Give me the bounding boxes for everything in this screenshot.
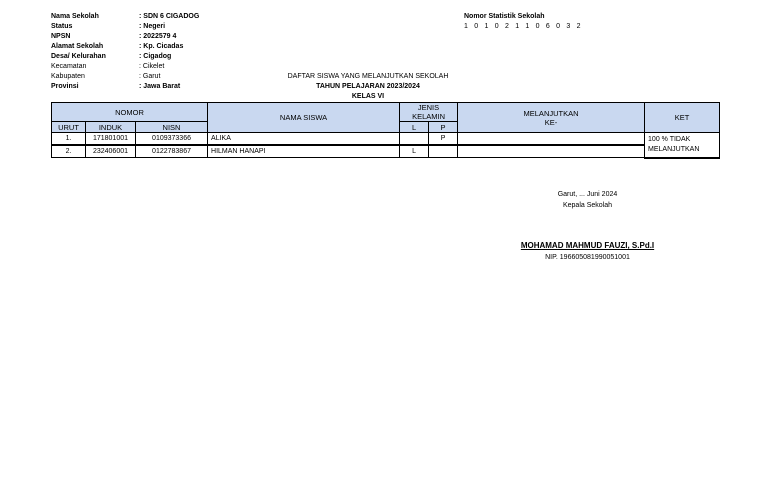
header-melanjutkan-line1: MELANJUTKAN	[523, 108, 579, 118]
info-row-nama-sekolah	[51, 12, 199, 22]
nomor-statistik-sekolah	[464, 12, 583, 32]
header-urut: URUT	[52, 122, 86, 133]
nss-label: Nomor Statistik Sekolah	[464, 13, 545, 20]
info-value: : SDN 6 CIGADOG	[139, 13, 200, 20]
cell-urut: 1.	[52, 133, 86, 146]
info-row-kecamatan	[51, 62, 199, 72]
document-title	[268, 72, 468, 102]
header-melanjutkan-line2: KE-	[544, 117, 558, 127]
info-label: Status	[51, 23, 73, 30]
cell-induk: 232406001	[86, 145, 136, 158]
cell-ket: 100 % TIDAK MELANJUTKAN	[645, 133, 720, 158]
info-row-provinsi	[51, 82, 199, 92]
info-row-npsn	[51, 32, 199, 42]
signature-position: Kepala Sekolah	[562, 202, 613, 209]
cell-p	[429, 145, 458, 158]
header-induk: INDUK	[86, 122, 136, 133]
cell-l	[400, 133, 429, 146]
signature-place-date: Garut, ... Juni 2024	[557, 191, 618, 198]
header-l: L	[400, 122, 429, 133]
title-line-2: TAHUN PELAJARAN 2023/2024	[316, 83, 420, 90]
info-value: : Negeri	[139, 23, 166, 30]
cell-urut: 2.	[52, 145, 86, 158]
cell-nama: HILMAN HANAPI	[208, 145, 400, 158]
info-label: Provinsi	[51, 83, 79, 90]
signature-nip: NIP. 196605081990051001	[545, 254, 630, 261]
info-label: Kabupaten	[51, 73, 85, 80]
header-ket: KET	[645, 103, 720, 133]
table-row	[52, 133, 720, 146]
header-nisn: NISN	[136, 122, 208, 133]
header-nama-siswa: NAMA SISWA	[208, 103, 400, 133]
info-label: Alamat Sekolah	[51, 43, 104, 50]
signature-name: MOHAMAD MAHMUD FAUZI, S.Pd.I	[520, 241, 655, 250]
info-label: Kecamatan	[51, 63, 87, 70]
title-line-1: DAFTAR SISWA YANG MELANJUTKAN SEKOLAH	[287, 73, 449, 80]
info-label: Nama Sekolah	[51, 13, 99, 20]
info-value: : Garut	[139, 73, 161, 80]
signature-block	[505, 189, 670, 261]
cell-melanjutkan	[458, 133, 645, 146]
info-value: : Jawa Barat	[139, 83, 181, 90]
cell-l: L	[400, 145, 429, 158]
header-p: P	[429, 122, 458, 133]
cell-nisn: 0122783867	[136, 145, 208, 158]
school-info	[51, 12, 199, 92]
header-nomor: NOMOR	[52, 103, 208, 122]
info-row-desa	[51, 52, 199, 62]
info-value: : Kp. Cicadas	[139, 43, 184, 50]
cell-nama: ALIKA	[208, 133, 400, 146]
header-jk-line2: KELAMIN	[412, 112, 445, 121]
cell-p: P	[429, 133, 458, 146]
student-table	[51, 102, 720, 159]
cell-nisn: 0109373366	[136, 133, 208, 146]
header-jk-line1: JENIS	[417, 103, 440, 112]
info-value: : Cigadog	[139, 53, 172, 60]
info-row-status	[51, 22, 199, 32]
info-value: : Cikelet	[139, 63, 165, 70]
info-row-kabupaten	[51, 72, 199, 82]
title-line-3: KELAS VI	[351, 93, 385, 100]
cell-induk: 171801001	[86, 133, 136, 146]
info-label: NPSN	[51, 33, 71, 40]
info-label: Desa/ Kelurahan	[51, 53, 106, 60]
table-row	[52, 145, 720, 158]
header-melanjutkan	[458, 103, 645, 133]
info-row-alamat	[51, 42, 199, 52]
header-jenis-kelamin	[400, 103, 458, 122]
nss-value: 1 0 1 0 2 1 1 0 6 0 3 2	[464, 23, 583, 30]
cell-melanjutkan	[458, 145, 645, 158]
info-value: : 2022579 4	[139, 33, 177, 40]
